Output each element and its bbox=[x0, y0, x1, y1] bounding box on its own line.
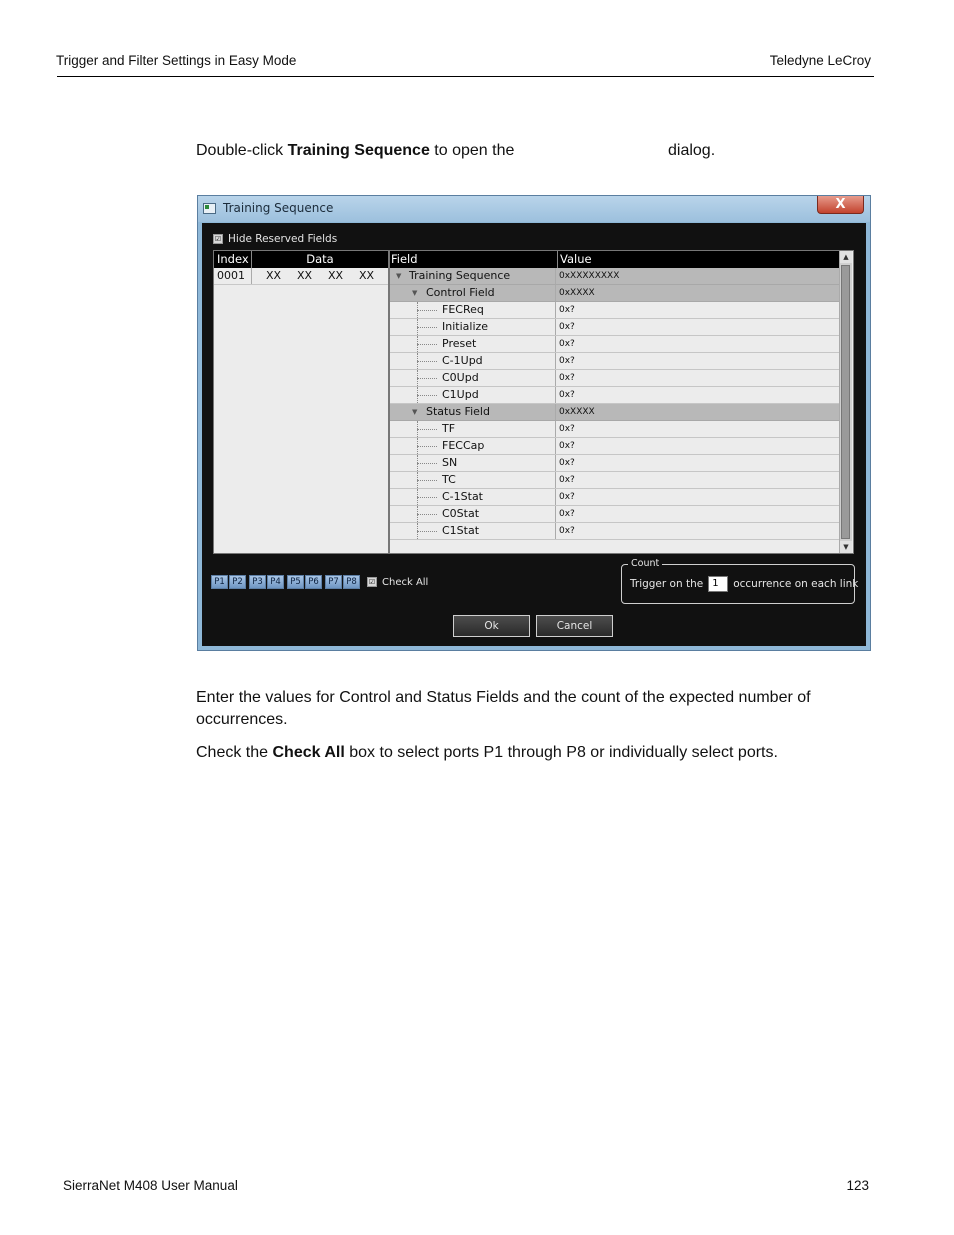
tree-leaf-row[interactable] bbox=[390, 319, 841, 336]
tree-leaf-row[interactable] bbox=[390, 489, 841, 506]
tree-field-cell bbox=[390, 387, 556, 403]
close-button[interactable] bbox=[817, 196, 864, 214]
page-footer-left: SierraNet M408 User Manual bbox=[63, 1178, 238, 1193]
tree-leaf-row[interactable] bbox=[390, 421, 841, 438]
tree-field-label: FECCap bbox=[442, 439, 485, 452]
tree-field-label: C0Upd bbox=[442, 371, 479, 384]
scroll-up-icon[interactable]: ▲ bbox=[840, 251, 852, 263]
checkbox-checked-icon: ☑ bbox=[368, 578, 376, 586]
tree-value-cell[interactable]: 0xXXXXXXXX bbox=[559, 271, 620, 281]
grid-cell-data bbox=[252, 268, 388, 284]
training-sequence-dialog bbox=[197, 195, 871, 651]
tree-connector-horizontal bbox=[417, 531, 437, 532]
grid-header-index[interactable]: Index bbox=[214, 251, 252, 268]
index-data-grid[interactable] bbox=[213, 250, 389, 554]
body-paragraph-1: Enter the values for Control and Status Fields and the count of the expected number of occurrences. bbox=[196, 689, 811, 728]
expand-arrow-icon[interactable]: ▼ bbox=[412, 289, 418, 297]
tree-header-field[interactable]: Field bbox=[390, 251, 558, 268]
tree-value-cell[interactable]: 0x? bbox=[559, 424, 575, 434]
tree-value-cell[interactable]: 0x? bbox=[559, 305, 575, 315]
hide-reserved-label: Hide Reserved Fields bbox=[228, 233, 338, 245]
port-button-p5[interactable]: P5 bbox=[287, 575, 304, 589]
dialog-title: Training Sequence bbox=[223, 201, 334, 215]
count-groupbox bbox=[621, 558, 859, 604]
tree-connector-horizontal bbox=[417, 327, 437, 328]
ok-button[interactable]: Ok bbox=[453, 615, 530, 637]
window-app-icon bbox=[203, 203, 216, 214]
tree-connector-horizontal bbox=[417, 361, 437, 362]
tree-group-row[interactable] bbox=[390, 285, 841, 302]
tree-field-label: C1Stat bbox=[442, 524, 480, 537]
tree-value-cell[interactable]: 0x? bbox=[559, 339, 575, 349]
page-header-right: Teledyne LeCroy bbox=[769, 53, 871, 68]
tree-connector-horizontal bbox=[417, 446, 437, 447]
hide-reserved-fields-checkbox[interactable] bbox=[213, 233, 337, 245]
port-buttons bbox=[211, 575, 363, 589]
count-line bbox=[630, 576, 858, 592]
tree-body bbox=[390, 268, 853, 540]
tree-field-label: SN bbox=[442, 456, 458, 469]
dialog-titlebar[interactable] bbox=[198, 196, 870, 222]
intro-text-1: Double-click bbox=[196, 142, 288, 159]
tree-field-label: Training Sequence bbox=[409, 269, 511, 282]
tree-connector-horizontal bbox=[417, 463, 437, 464]
tree-field-label: Initialize bbox=[442, 320, 489, 333]
tree-field-label: Control Field bbox=[426, 286, 495, 299]
tree-field-cell bbox=[390, 472, 556, 488]
tree-value-cell[interactable]: 0x? bbox=[559, 390, 575, 400]
tree-field-cell bbox=[390, 353, 556, 369]
check-all-label: Check All bbox=[382, 576, 429, 588]
tree-leaf-row[interactable] bbox=[390, 370, 841, 387]
tree-leaf-row[interactable] bbox=[390, 455, 841, 472]
port-button-p4[interactable]: P4 bbox=[267, 575, 284, 589]
tree-leaf-row[interactable] bbox=[390, 353, 841, 370]
scroll-down-icon[interactable]: ▼ bbox=[840, 541, 852, 553]
port-button-p3[interactable]: P3 bbox=[249, 575, 266, 589]
tree-field-cell bbox=[390, 489, 556, 505]
port-button-p7[interactable]: P7 bbox=[325, 575, 342, 589]
occurrence-count-input[interactable]: 1 bbox=[708, 576, 728, 592]
expand-arrow-icon[interactable]: ▼ bbox=[396, 272, 402, 280]
tree-value-cell[interactable]: 0x? bbox=[559, 373, 575, 383]
tree-field-cell bbox=[390, 523, 556, 539]
port-button-p6[interactable]: P6 bbox=[305, 575, 322, 589]
grid-cell-index: 0001 bbox=[214, 268, 252, 284]
tree-field-label: Status Field bbox=[426, 405, 490, 418]
tree-header bbox=[390, 251, 841, 268]
cancel-button[interactable]: Cancel bbox=[536, 615, 613, 637]
intro-text-2: to open the bbox=[429, 142, 515, 159]
tree-vertical-scrollbar[interactable] bbox=[839, 251, 852, 553]
tree-leaf-row[interactable] bbox=[390, 438, 841, 455]
tree-field-cell bbox=[390, 506, 556, 522]
p2-text-1: Check the bbox=[196, 744, 273, 761]
tree-leaf-row[interactable] bbox=[390, 336, 841, 353]
intro-paragraph bbox=[196, 140, 866, 162]
port-button-p2[interactable]: P2 bbox=[229, 575, 246, 589]
expand-arrow-icon[interactable]: ▼ bbox=[412, 408, 418, 416]
grid-header-data[interactable]: Data bbox=[306, 252, 334, 266]
tree-field-cell bbox=[390, 285, 556, 301]
port-selector bbox=[211, 575, 428, 589]
page-number: 123 bbox=[846, 1178, 869, 1193]
tree-value-cell[interactable]: 0x? bbox=[559, 356, 575, 366]
tree-header-value[interactable]: Value bbox=[560, 252, 592, 266]
tree-field-label: TC bbox=[442, 473, 456, 486]
checkbox-checked-icon: ☑ bbox=[214, 235, 222, 243]
tree-field-cell bbox=[390, 421, 556, 437]
tree-value-cell[interactable]: 0x? bbox=[559, 526, 575, 536]
tree-connector-horizontal bbox=[417, 514, 437, 515]
tree-field-cell bbox=[390, 319, 556, 335]
tree-value-cell[interactable]: 0x? bbox=[559, 441, 575, 451]
port-button-p1[interactable]: P1 bbox=[211, 575, 228, 589]
tree-value-cell[interactable]: 0x? bbox=[559, 492, 575, 502]
count-prefix: Trigger on the bbox=[630, 578, 704, 590]
tree-leaf-row[interactable] bbox=[390, 387, 841, 404]
tree-connector-horizontal bbox=[417, 497, 437, 498]
tree-field-label: Preset bbox=[442, 337, 477, 350]
body-paragraph-2 bbox=[196, 742, 866, 764]
tree-field-cell bbox=[390, 302, 556, 318]
grid-row[interactable] bbox=[214, 268, 388, 285]
grid-body bbox=[214, 268, 388, 285]
intro-text-3: dialog. bbox=[668, 142, 716, 159]
tree-field-label: C-1Stat bbox=[442, 490, 483, 503]
count-suffix: occurrence on each link bbox=[733, 578, 859, 590]
close-icon: X bbox=[835, 197, 846, 212]
tree-connector-horizontal bbox=[417, 429, 437, 430]
field-value-tree[interactable] bbox=[389, 250, 854, 554]
tree-field-cell bbox=[390, 438, 556, 454]
tree-field-label: C1Upd bbox=[442, 388, 479, 401]
tree-connector-horizontal bbox=[417, 480, 437, 481]
tree-leaf-row[interactable] bbox=[390, 523, 841, 540]
tree-leaf-row[interactable] bbox=[390, 302, 841, 319]
intro-bold: Training Sequence bbox=[287, 142, 430, 159]
p2-bold: Check All bbox=[272, 744, 345, 761]
tree-connector-horizontal bbox=[417, 378, 437, 379]
tree-value-cell[interactable]: 0x? bbox=[559, 509, 575, 519]
tree-leaf-row[interactable] bbox=[390, 472, 841, 489]
tree-connector-horizontal bbox=[417, 310, 437, 311]
tree-group-row[interactable] bbox=[390, 404, 841, 421]
tree-value-cell[interactable]: 0xXXXX bbox=[559, 407, 595, 417]
grid-data-byte: XX bbox=[358, 269, 375, 282]
count-legend: Count bbox=[628, 558, 662, 570]
tree-group-row[interactable] bbox=[390, 268, 841, 285]
tree-field-cell bbox=[390, 455, 556, 471]
tree-connector-horizontal bbox=[417, 344, 437, 345]
tree-field-label: C0Stat bbox=[442, 507, 480, 520]
grid-data-byte: XX bbox=[327, 269, 344, 282]
tree-value-cell[interactable]: 0x? bbox=[559, 475, 575, 485]
tree-field-cell bbox=[390, 370, 556, 386]
dialog-client-area bbox=[202, 223, 866, 646]
tree-field-cell bbox=[390, 404, 556, 420]
tree-value-cell[interactable]: 0x? bbox=[559, 322, 575, 332]
tree-field-cell bbox=[390, 336, 556, 352]
tree-field-cell bbox=[390, 268, 556, 284]
tree-field-label: TF bbox=[442, 422, 456, 435]
page-header-left: Trigger and Filter Settings in Easy Mode bbox=[56, 53, 297, 68]
tree-value-cell[interactable]: 0x? bbox=[559, 458, 575, 468]
grid-data-byte: XX bbox=[265, 269, 282, 282]
port-button-p8[interactable]: P8 bbox=[343, 575, 360, 589]
grid-header bbox=[214, 251, 388, 268]
tree-field-label: C-1Upd bbox=[442, 354, 483, 367]
header-rule bbox=[57, 76, 874, 77]
tree-field-label: FECReq bbox=[442, 303, 484, 316]
scroll-thumb[interactable] bbox=[841, 265, 850, 539]
tree-leaf-row[interactable] bbox=[390, 506, 841, 523]
grid-data-byte: XX bbox=[296, 269, 313, 282]
check-all-checkbox[interactable] bbox=[367, 577, 428, 588]
p2-text-2: box to select ports P1 through P8 or individually select ports. bbox=[344, 744, 778, 761]
tree-connector-horizontal bbox=[417, 395, 437, 396]
tree-value-cell[interactable]: 0xXXXX bbox=[559, 288, 595, 298]
